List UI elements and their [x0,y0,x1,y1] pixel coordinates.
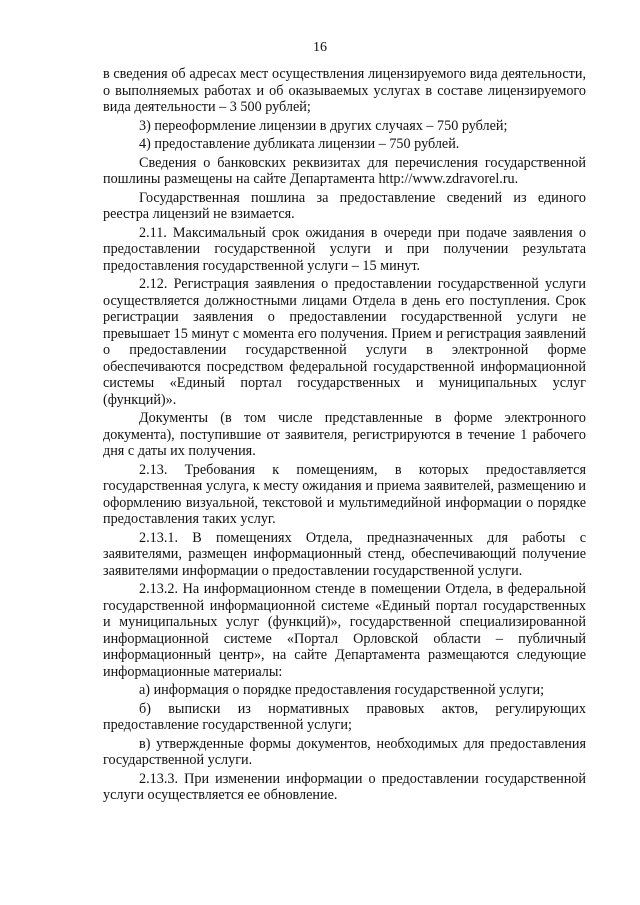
paragraph-2-13-3: 2.13.3. При изменении информации о предоставлении государственной услуги осуществляется ее обновление. [103,770,586,803]
paragraph-2-13-2: 2.13.2. На информационном стенде в помещении Отдела, в федеральной государственной информационной системе «Единый портал государственных и муниципальных услуг (функций)», государственной специализированной информационной системе «Портал Орловской области – публичный информационный центр», на сайте Департамента размещаются следующие информационные материалы: [103,581,586,680]
paragraph-item-b: б) выписки из нормативных правовых актов, регулирующих предоставление государственной услуги; [103,700,586,733]
paragraph-duty-exempt: Государственная пошлина за предоставление сведений из единого реестра лицензий не взимается. [103,189,586,222]
paragraph-2-12: 2.12. Регистрация заявления о предоставлении государственной услуги осуществляется должностными лицами Отдела в день его поступления. Срок регистрации заявления о предоставлении государственной услуги не превышает 15 минут с момента его получения. Прием и регистрация заявлений о предоставлении государственной услуги в электронной форме обеспечиваются посредством федеральной государственной информационной системы «Единый портал государственных и муниципальных услуг (функций)». [103,276,586,408]
paragraph-continued-fee: в сведения об адресах мест осуществления лицензируемого вида деятельности, о выполняемых работах и об оказываемых услугах в составе лицензируемого вида деятельности – 3 500 рублей; [103,66,586,115]
paragraph-fee-item-4: 4) предоставление дубликата лицензии – 750 рублей. [139,136,460,152]
page-number: 16 [313,40,327,55]
paragraph-2-13-1: 2.13.1. В помещениях Отдела, предназначенных для работы с заявителями, размещен информационный стенд, обеспечивающий получение заявителями информации о предоставлении государственной услуги. [103,529,586,579]
paragraph-fee-item-3: 3) переоформление лицензии в других случаях – 750 рублей; [139,117,508,134]
document-body [103,66,586,806]
paragraph-bank-details: Сведения о банковских реквизитах для перечисления государственной пошлины размещены на сайте Департамента http://www.zdravorel.ru. [103,154,586,187]
paragraph-2-11: 2.11. Максимальный срок ожидания в очереди при подаче заявления о предоставлении государственной услуги и при получении результата предоставления государственной услуги – 15 минут. [103,224,586,274]
paragraph-2-13: 2.13. Требования к помещениям, в которых предоставляется государственная услуга, к месту ожидания и приема заявителей, размещению и оформлению визуальной, текстовой и мультимедийной информации о порядке предоставления таких услуг. [103,461,586,527]
paragraph-documents-registration: Документы (в том числе представленные в форме электронного документа), поступившие от заявителя, регистрируются в течение 1 рабочего дня с даты их получения. [103,410,586,459]
paragraph-item-v: в) утвержденные формы документов, необходимых для предоставления государственной услуги. [103,735,586,768]
paragraph-item-a: а) информация о порядке предоставления государственной услуги; [139,682,545,698]
